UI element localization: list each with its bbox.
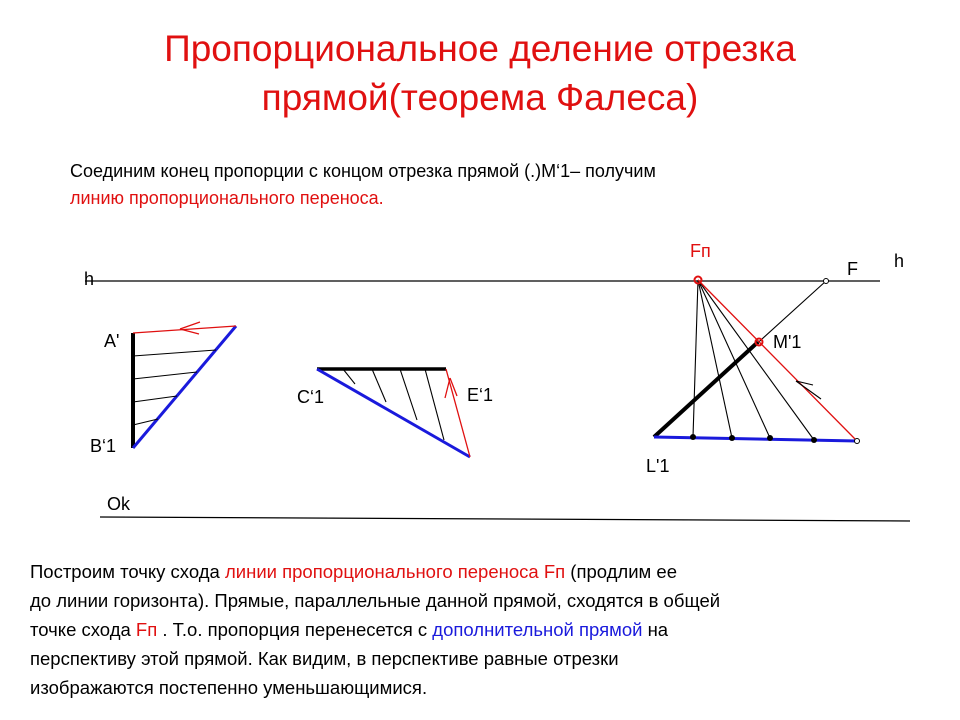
figure-segment-ce — [317, 369, 470, 457]
auxiliary-line-blue-1 — [133, 326, 236, 448]
division-dot-2 — [729, 435, 735, 441]
rays-to-fp-3 — [698, 280, 770, 438]
division-dot-1 — [690, 434, 696, 440]
hatch-8 — [425, 369, 444, 440]
label-fp: Fп — [690, 241, 711, 261]
arrowhead-1a — [180, 322, 200, 329]
title-line-1: Пропорциональное деление отрезка — [164, 28, 796, 69]
body-line-3: точке схода Fп . Т.о. пропорция перенесется с дополнительной прямой на — [30, 619, 669, 640]
label-f: F — [847, 259, 858, 279]
label-c: C‘1 — [297, 387, 325, 407]
division-dot-4 — [811, 437, 817, 443]
body-line-4: перспективу этой прямой. Как видим, в перспективе равные отрезки — [30, 648, 619, 669]
body-line-2: до линии горизонта). Прямые, параллельные данной прямой, сходятся в общей — [30, 590, 721, 611]
title-line-2: прямой(теорема Фалеса) — [261, 77, 699, 118]
intro-line-1: Соединим конец пропорции с концом отрезка прямой (.)M‘1– получим — [70, 161, 656, 181]
arrowhead-2a — [445, 378, 450, 398]
hatch-7 — [400, 369, 417, 420]
label-l: L'1 — [646, 456, 670, 476]
hatch-3 — [133, 396, 177, 402]
transfer-line-red-3 — [698, 280, 857, 441]
rays-to-fp-1 — [693, 280, 698, 437]
auxiliary-line-blue-2 — [317, 369, 470, 457]
label-b: B‘1 — [90, 436, 117, 456]
point-end — [855, 439, 860, 444]
explanation-text — [30, 557, 940, 702]
label-m: M'1 — [773, 332, 802, 352]
label-a: A' — [104, 331, 120, 351]
ground-line — [100, 517, 910, 521]
figure-segment-ab — [133, 322, 236, 448]
body-line-1: Построим точку схода линии пропорционального переноса Fп (продлим ее — [30, 561, 677, 582]
label-h-right: h — [894, 251, 905, 271]
segment-l-m-thick — [654, 342, 758, 437]
point-f — [824, 279, 829, 284]
intro-line-2: линию пропорционального переноса. — [70, 188, 384, 208]
body-line-5: изображаются постепенно уменьшающимися. — [30, 677, 428, 698]
hatch-2 — [133, 372, 197, 379]
label-h-left: h — [84, 269, 95, 289]
figure-perspective — [654, 277, 860, 444]
division-dot-3 — [767, 435, 773, 441]
perspective-line-blue — [654, 437, 857, 441]
hatch-6 — [372, 369, 386, 402]
hatch-1 — [133, 350, 216, 356]
label-e: E‘1 — [467, 385, 494, 405]
hatch-5 — [343, 369, 355, 384]
label-ok: Ok — [107, 494, 131, 514]
